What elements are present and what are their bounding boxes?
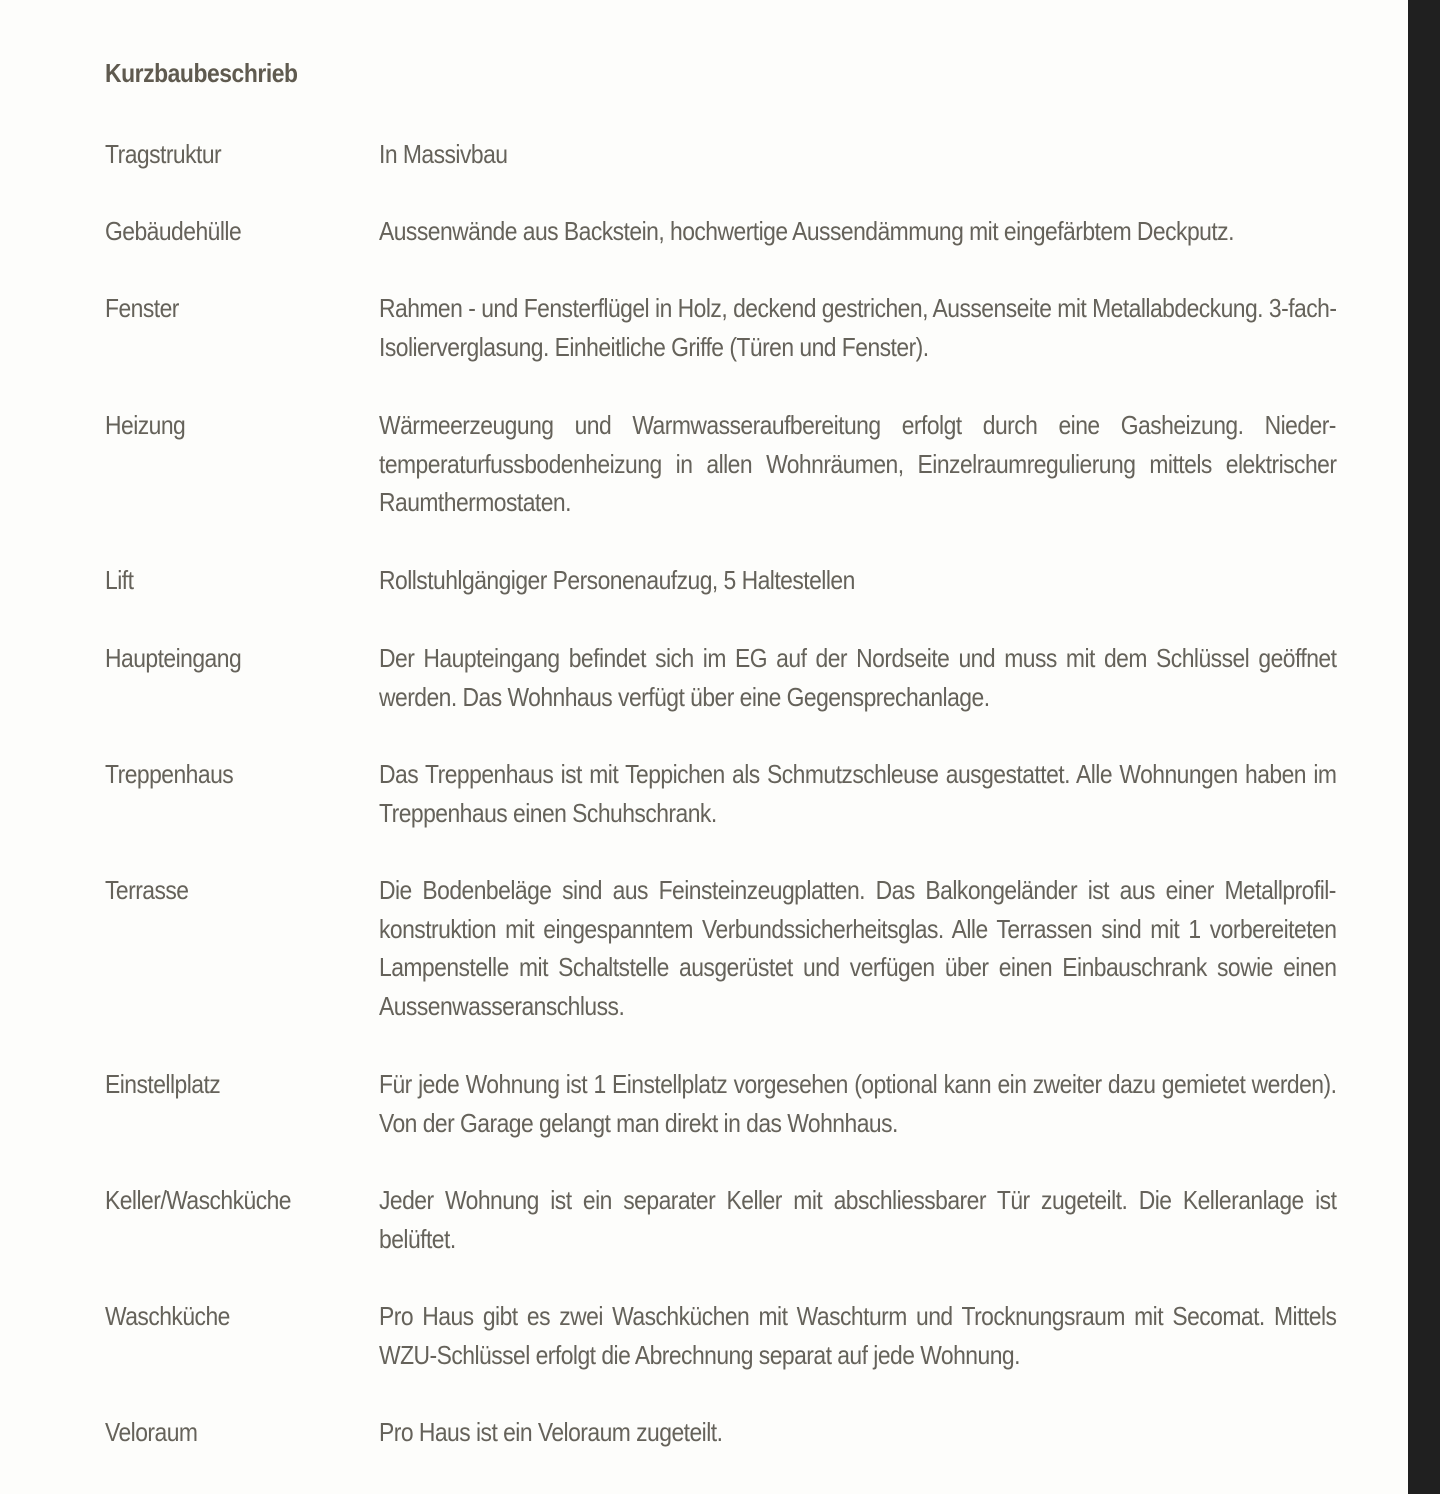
spec-text: Wärmeerzeugung und Warmwasseraufbereitung erfolgt durch eine Gasheizung. Niedertemperaturfussbodenheizung in allen Wohnräumen, Einzelraumregulierung mittels elektrischer Raumthermostaten. [379,410,1337,518]
spec-text: Aussenwände aus Backstein, hochwertige Aussendämmung mit eingefärbtem Deckputz. [379,216,1234,246]
spec-text: Rahmen - und Fensterflügel in Holz, deckend gestrichen, Aussenseite mit Metallabdeckung. 3-fach-Isolierverglasung. Einheitliche Griffe (Türen und Fenster). [379,293,1337,362]
spec-text: Das Treppenhaus ist mit Teppichen als Schmutzschleuse ausgestattet. Alle Wohnungen haben im Treppenhaus einen Schuhschrank. [379,759,1337,828]
spec-label: Terrasse [105,875,189,905]
spec-label: Tragstruktur [105,139,222,169]
window-edge [1408,0,1440,1494]
spec-text: In Massivbau [379,139,508,169]
spec-label: Einstellplatz [105,1069,221,1099]
spec-label: Treppenhaus [105,759,234,789]
spec-text: Jeder Wohnung ist ein separater Keller mit abschliessbarer Tür zugeteilt. Die Kelleranlage ist belüftet. [379,1185,1337,1254]
spec-text: Für jede Wohnung ist 1 Einstellplatz vorgesehen (optional kann ein zweiter dazu gemietet werden). Von der Garage gelangt man direkt in das Wohnhaus. [379,1069,1337,1138]
spec-label: Haupteingang [105,643,242,673]
spec-label: Keller/Waschküche [105,1185,292,1215]
spec-label: Veloraum [105,1417,198,1447]
spec-label: Lift [105,565,134,595]
spec-label: Waschküche [105,1301,230,1331]
spec-text: Die Bodenbeläge sind aus Feinsteinzeugplatten. Das Balkongeländer ist aus einer Metallprofilkonstruktion mit eingespanntem Verbundssicherheitsglas. Alle Terrassen sind mit 1 vorbereiteten Lampenstelle mit Schaltstelle ausgerüstet und verfügen über einen Einbauschrank sowie einen Aussenwasseranschluss. [379,875,1337,1022]
spec-label: Heizung [105,410,186,440]
spec-text: Der Haupteingang befindet sich im EG auf der Nordseite und muss mit dem Schlüssel geöffnet werden. Das Wohnhaus verfügt über eine Gegensprechanlage. [379,643,1337,712]
page-title: Kurzbaubeschrieb [105,58,298,88]
spec-text: Rollstuhlgängiger Personenaufzug, 5 Haltestellen [379,565,855,595]
spec-label: Fenster [105,293,179,323]
spec-label: Gebäudehülle [105,216,242,246]
spec-text: Pro Haus ist ein Veloraum zugeteilt. [379,1417,723,1447]
spec-text: Pro Haus gibt es zwei Waschküchen mit Waschturm und Trocknungsraum mit Secomat. Mittels WZU-Schlüssel erfolgt die Abrechnung separat auf jede Wohnung. [379,1301,1337,1370]
